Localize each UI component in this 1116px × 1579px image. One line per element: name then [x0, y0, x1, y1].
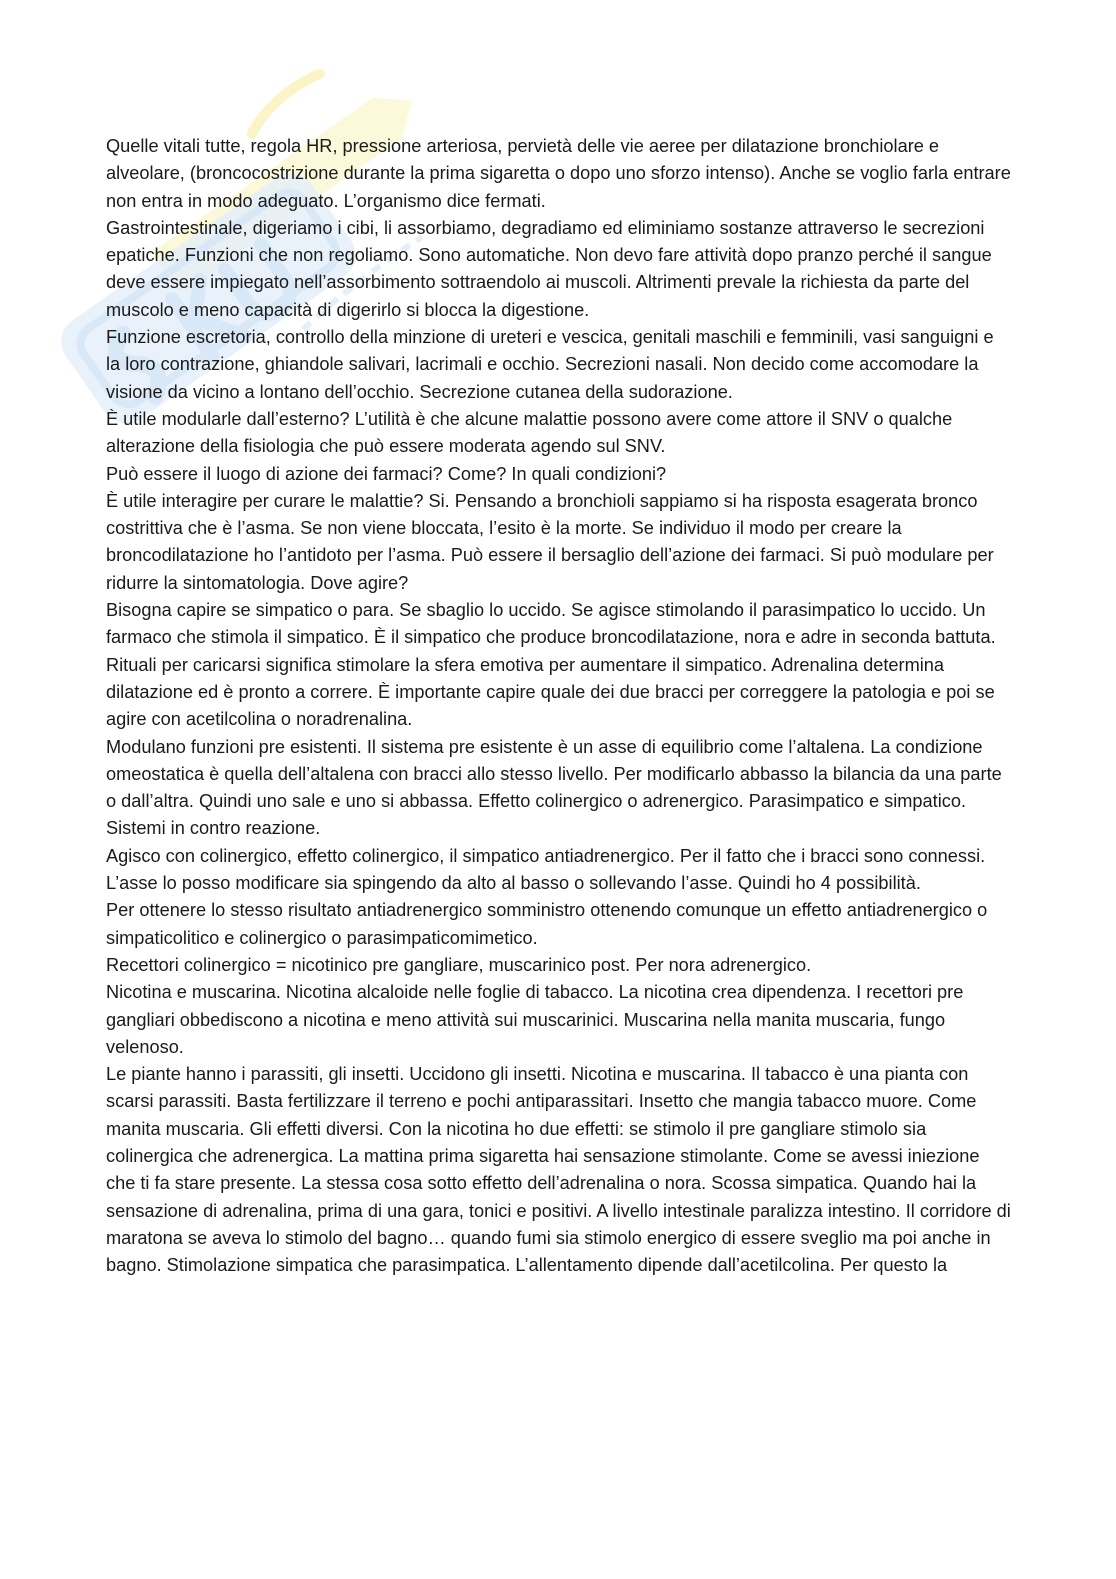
paragraph: Bisogna capire se simpatico o para. Se sbaglio lo uccido. Se agisce stimolando il parasimpatico lo uccido. Un farmaco che stimola il simpatico. È il simpatico che produce broncodilatazione, nora e adre in seconda battuta. [106, 600, 996, 648]
paragraph: Le piante hanno i parassiti, gli insetti. Uccidono gli insetti. Nicotina e muscarina. Il tabacco è una pianta con scarsi parassiti. Basta fertilizzare il terreno e pochi antiparassitari. Insetto che mangia tabacco muore. Come manita muscaria. Gli effetti diversi. Con la nicotina ho due effetti: se stimolo il pre gangliare stimolo sia colinergica che adrenergica. La mattina prima sigaretta hai sensazione stimolante. Come se avessi iniezione che ti fa stare presente. La stessa cosa sotto effetto dell’adrenalina o nora. Scossa simpatica. Quando hai la sensazione di adrenalina, prima di una gara, tonici e positivi. A livello intestinale paralizza intestino. Il corridore di maratona se aveva lo stimolo del bagno… quando fumi sia stimolo energico di essere sveglio ma poi anche in bagno. Stimolazione simpatica che parasimpatica. L’allentamento dipende dall’acetilcolina. Per questo la [106, 1064, 1011, 1276]
paragraph: Modulano funzioni pre esistenti. Il sistema pre esistente è un asse di equilibrio come l’altalena. La condizione omeostatica è quella dell’altalena con bracci allo stesso livello. Per modificarlo abbasso la bilancia da una parte o dall’altra. Quindi uno sale e uno si abbassa. Effetto colinergico o adrenergico. Parasimpatico e simpatico. Sistemi in contro reazione. [106, 736, 1002, 839]
paragraph: Recettori colinergico = nicotinico pre gangliare, muscarinico post. Per nora adrenergico. [106, 954, 812, 975]
paragraph: Funzione escretoria, controllo della minzione di ureteri e vescica, genitali maschili e femminili, vasi sanguigni e la loro contrazione, ghiandole salivari, lacrimali e occhio. Secrezioni nasali. Non decido come accomodare la visione da vicino a lontano dell’occhio. Secrezione cutanea della sudorazione. [106, 327, 994, 402]
paragraph: Può essere il luogo di azione dei farmaci? Come? In quali condizioni? [106, 463, 667, 484]
paragraph: Quelle vitali tutte, regola HR, pressione arteriosa, pervietà delle vie aeree per dilatazione bronchiolare e alveolare, (broncocostrizione durante la prima sigaretta o dopo uno sforzo intenso). Anche se voglio farla entrare non entra in modo adeguato. L’organismo dice fermati. [106, 136, 1011, 211]
paragraph: Agisco con colinergico, effetto colinergico, il simpatico antiadrenergico. Per il fatto che i bracci sono connessi. [106, 845, 986, 866]
document-body [106, 133, 1011, 1279]
paragraph: Rituali per caricarsi significa stimolare la sfera emotiva per aumentare il simpatico. Adrenalina determina dilatazione ed è pronto a correre. È importante capire quale dei due bracci per correggere la patologia e poi se agire con acetilcolina o noradrenalina. [106, 654, 995, 730]
paragraph: L’asse lo posso modificare sia spingendo da alto al basso o sollevando l’asse. Quindi ho 4 possibilità. [106, 873, 921, 894]
paragraph: Per ottenere lo stesso risultato antiadrenergico somministro ottenendo comunque un effetto antiadrenergico o simpaticolitico e colinergico o parasimpaticomimetico. [106, 900, 988, 948]
paragraph: È utile modularle dall’esterno? L’utilità è che alcune malattie possono avere come attore il SNV o qualche alterazione della fisiologia che può essere moderata agendo sul SNV. [106, 408, 953, 457]
paragraph: Gastrointestinale, digeriamo i cibi, li assorbiamo, degradiamo ed eliminiamo sostanze attraverso le secrezioni epatiche. Funzioni che non regoliamo. Sono automatiche. Non devo fare attività dopo pranzo perché il sangue deve essere impiegato nell’assorbimento sottraendolo ai muscoli. Altrimenti prevale la richiesta da parte del muscolo e meno capacità di digerirlo si blocca la digestione. [106, 217, 992, 320]
paragraph: Nicotina e muscarina. Nicotina alcaloide nelle foglie di tabacco. La nicotina crea dipendenza. I recettori pre gangliari obbediscono a nicotina e meno attività sui muscarinici. Muscarina nella manita muscaria, fungo velenoso. [106, 982, 964, 1057]
paragraph: È utile interagire per curare le malattie? Si. Pensando a bronchioli sappiamo si ha risposta esagerata bronco costrittiva che è l’asma. Se non viene bloccata, l’esito è la morte. Se individuo il modo per creare la broncodilatazione ho l’antidoto per l’asma. Può essere il bersaglio dell’azione dei farmaci. Si può modulare per ridurre la sintomatologia. Dove agire? [106, 490, 994, 593]
